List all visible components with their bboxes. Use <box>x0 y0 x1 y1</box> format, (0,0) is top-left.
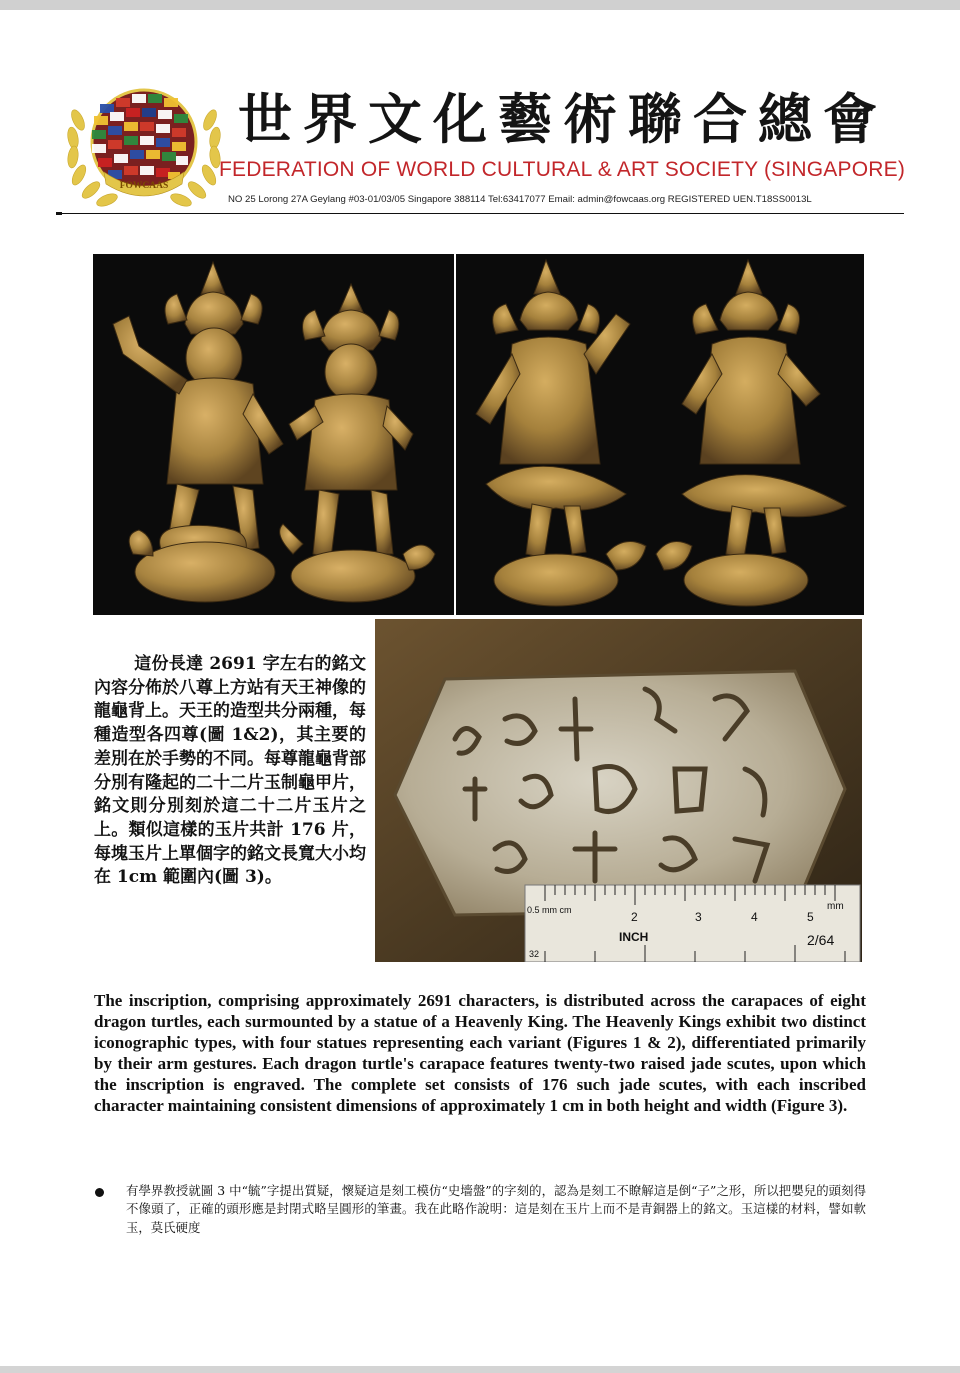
figure-3-jade-scute-inscription-photo <box>375 619 862 962</box>
ruler-label-32: 32 <box>529 949 540 959</box>
figure-2-statues-back-photo <box>456 254 864 615</box>
bottom-gray-bar <box>0 1366 960 1373</box>
inscription-description-english: The inscription, comprising approximately 2691 characters, is distributed across the carapaces of eight dragon turtles, each surmounted by a statue of a Heavenly King. The Heavenly Kings exhibit two distinct iconographic types, with four statues representing each variant (Figures 1 & 2), differentiated primarily by their arm gestures. Each dragon turtle's carapace features twenty-two raised jade scutes, upon which the inscription is engraved. The complete set consists of 176 such jade scutes, with each inscribed character maintaining consistent dimensions of approximately 1 cm in both height and width (Figure 3). <box>94 991 866 1115</box>
ruler-label-64: 2/64 <box>807 932 835 948</box>
organization-title-english: FEDERATION OF WORLD CULTURAL & ART SOCIETY (SINGAPORE) <box>219 158 906 181</box>
logo-text: FOWCAAS <box>119 181 169 191</box>
ruler-label-mm: mm <box>827 901 844 912</box>
header-divider-mark <box>56 212 62 215</box>
bullet-note-text: 有學界教授就圖 3 中“毓”字提出質疑，懷疑這是刻工模仿“史墻盤”的字刻的，認為是刻工不瞭解這是倒“子”之形，所以把嬰兒的頭刻得不像頭了，正確的頭形應是封閉式略呈圓形的筆畫。我在此略作說明：這是刻在玉片上而不是青銅器上的銘文。玉這樣的材料，譬如軟玉，莫氏硬度 <box>126 1183 866 1235</box>
organization-address: NO 25 Lorong 27A Geylang #03-01/03/05 Singapore 388114 Tel:63417077 Email: admin@fowcaas.org REGISTERED UEN.T18SS0013L <box>228 194 812 205</box>
inscription-description-chinese <box>94 653 366 948</box>
ruler-label-mm-cm: 0.5 mm cm <box>527 905 572 915</box>
ruler-number-5: 5 <box>807 910 814 924</box>
top-gray-bar <box>0 0 960 10</box>
inscription-description-chinese-text: 這份長達 2691 字左右的銘文內容分佈於八尊上方站有天王神像的龍龜背上。天王的造型共分兩種，每種造型各四尊(圖 1&2)，其主要的差別在於手勢的不同。每尊龍龜背部分別有隆起的二十二片玉制龜甲片，銘文則分別刻於這二十二片玉片之上。類似這樣的玉片共計 176 片，每塊玉片上單個字的銘文長寬大小均在 1cm 範圍內(圖 3)。 <box>94 654 366 888</box>
fowcaas-logo <box>64 80 224 215</box>
figure-1-statues-front-photo <box>93 254 454 615</box>
organization-title-chinese: 世界文化藝術聯合總會 <box>238 87 888 151</box>
bullet-point-marker <box>95 1188 104 1197</box>
ruler-label-inch: INCH <box>619 930 649 944</box>
ruler-number-2: 2 <box>631 910 638 924</box>
ruler-number-3: 3 <box>695 910 702 924</box>
header-divider <box>56 213 904 214</box>
ruler-number-4: 4 <box>751 910 758 924</box>
